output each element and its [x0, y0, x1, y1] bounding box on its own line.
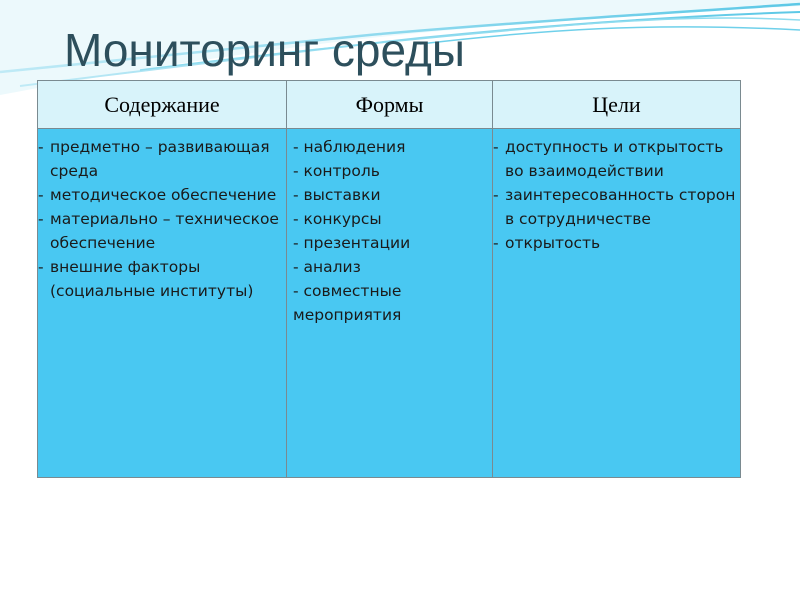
list-item: - выставки: [293, 186, 381, 204]
list-item: - контроль: [293, 162, 380, 180]
list-dash: -: [493, 186, 499, 204]
list-item-text: открытость: [505, 234, 601, 252]
list-item-text: предметно – развивающая среда: [50, 138, 270, 180]
table-row: [38, 129, 741, 478]
list-item: [493, 183, 738, 231]
header-forms: Формы: [287, 81, 493, 129]
forms-cell: [287, 129, 493, 478]
list-item: - презентации: [293, 234, 411, 252]
list-item-text: методическое обеспечение: [50, 186, 277, 204]
list-item: - наблюдения: [293, 138, 406, 156]
list-item: [38, 135, 284, 183]
list-item: [493, 231, 738, 255]
list-item: [38, 207, 284, 255]
list-dash: -: [493, 138, 504, 156]
list-dash: -: [38, 186, 49, 204]
header-goals: Цели: [493, 81, 741, 129]
list-item-text: материально – техническое обеспечение: [50, 210, 279, 252]
list-dash: -: [38, 258, 49, 276]
list-dash: -: [38, 138, 49, 156]
table-header-row: [38, 81, 741, 129]
list-item-text: доступность и открытость во взаимодействии: [505, 138, 724, 180]
list-dash: -: [38, 210, 49, 228]
slide-title: Мониторинг среды: [64, 24, 465, 76]
header-content: Содержание: [38, 81, 287, 129]
list-item-text: заинтересованность сторон в сотрудничестве: [505, 186, 736, 228]
list-item-text: внешние факторы (социальные институты): [50, 258, 254, 300]
list-item: [38, 183, 284, 207]
monitoring-table: [37, 80, 741, 478]
list-dash: -: [493, 234, 504, 252]
list-item: [493, 135, 738, 183]
content-cell: [38, 129, 287, 478]
goals-cell: [493, 129, 741, 478]
list-item: - совместные мероприятия: [293, 282, 402, 324]
list-item: [38, 255, 284, 303]
list-item: - конкурсы: [293, 210, 382, 228]
list-item: - анализ: [293, 258, 361, 276]
